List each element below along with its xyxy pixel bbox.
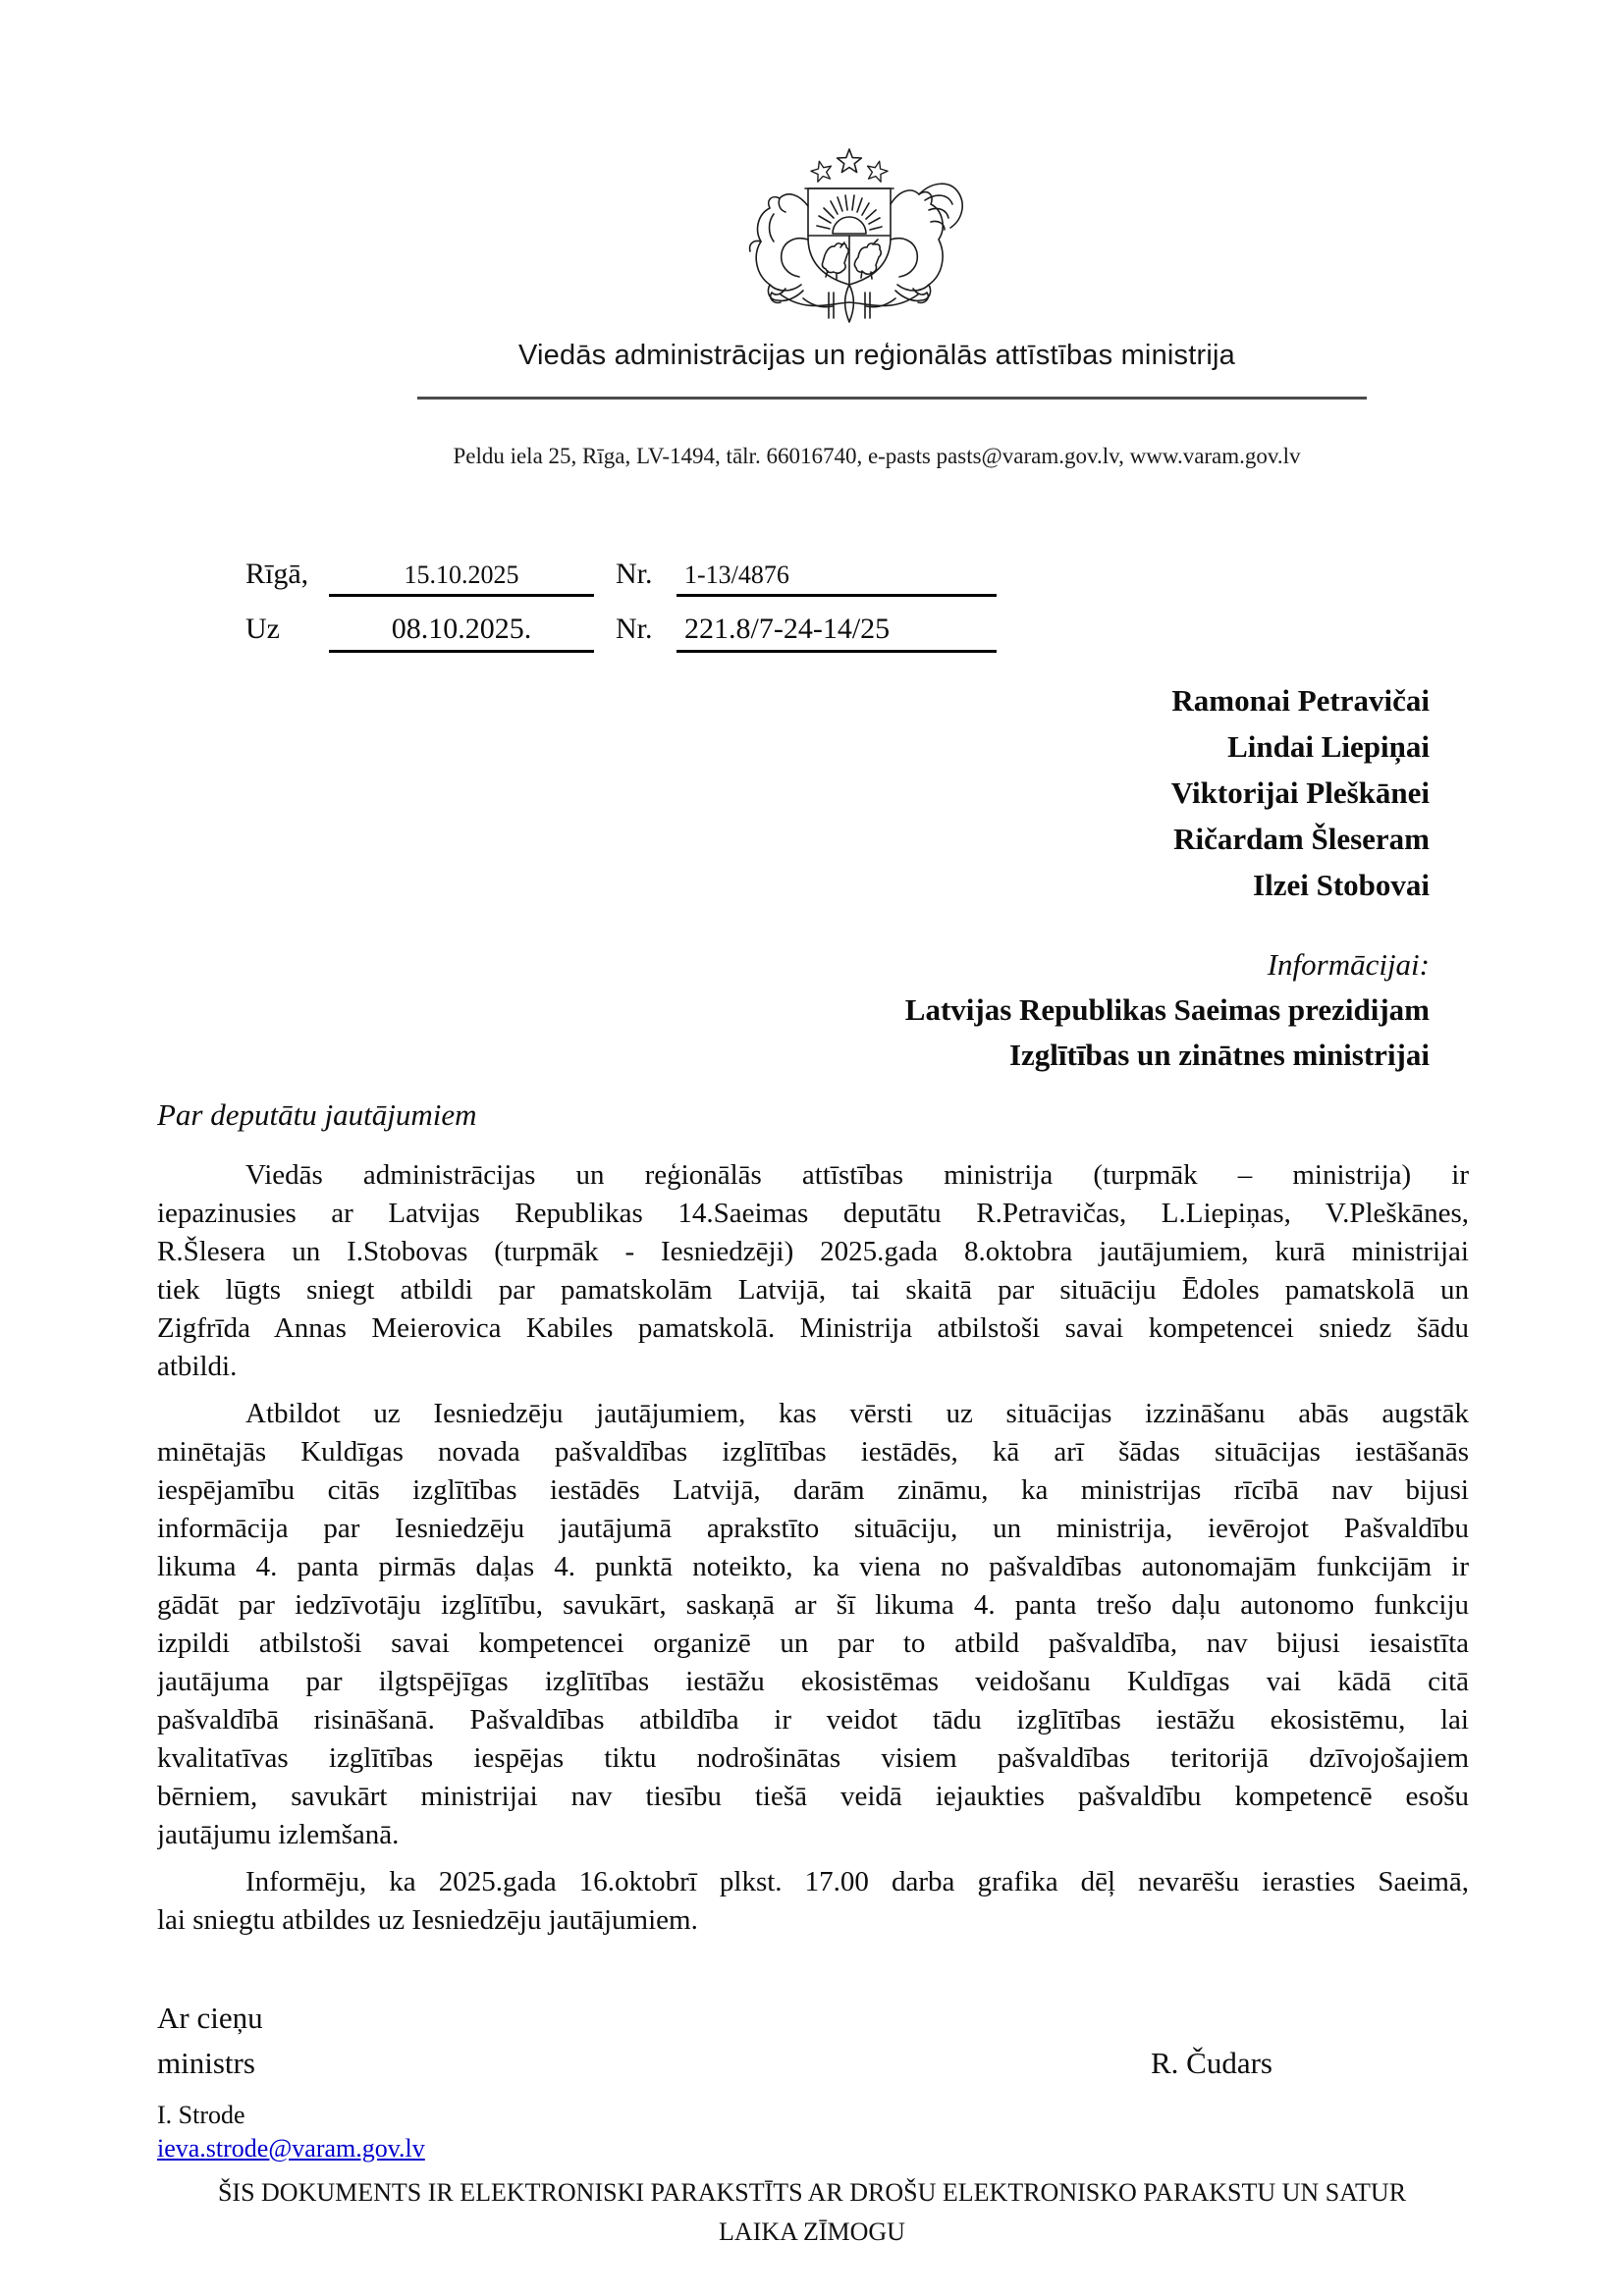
reference-row-date (245, 558, 1011, 597)
esignature-notice-line: LAIKA ZĪMOGU (719, 2217, 905, 2246)
body-line: informācija par Iesniedzēju jautājumā aprakstīto situāciju, un ministrija, ievērojot Pašvaldību (157, 1513, 1469, 1544)
body-line: iespējamību citās izglītības iestādēs Latvijā, darām zināmu, ka ministrijas rīcībā nav bijusi (157, 1474, 1469, 1506)
valediction: Ar cieņu (157, 2001, 263, 2035)
recipient-list (1171, 677, 1430, 908)
body-line: Viedās administrācijas un reģionālās attīstības ministrija (turpmāk – ministrija) ir (245, 1159, 1469, 1191)
body-line: pašvaldībā risināšanā. Pašvaldības atbildība ir veidot tādu izglītības iestāžu ekosistēmu, lai (157, 1704, 1469, 1735)
letter-body (157, 1156, 1469, 1949)
info-recipient-name: Latvijas Republikas Saeimas prezidijam (904, 992, 1430, 1027)
body-paragraph (157, 1156, 1469, 1386)
body-line: jautājumu izlemšanā. (157, 1819, 400, 1850)
body-line: kvalitatīvas izglītības iespējas tiktu nodrošinātas visiem pašvaldības teritorijā dzīvojošajiem (157, 1742, 1469, 1774)
body-line: lai sniegtu atbildes uz Iesniedzēju jautājumiem. (157, 1904, 698, 1936)
signer-name: R. Čudars (1151, 2046, 1272, 2080)
info-recipient-list (905, 988, 1430, 1078)
body-line: iepazinusies ar Latvijas Republikas 14.Saeimas deputātu R.Petravičas, L.Liepiņas, V.Pleškānes, (157, 1198, 1469, 1229)
recipient-name: Ramonai Petravičai (1171, 683, 1430, 718)
body-line: tiek lūgts sniegt atbildi par pamatskolām Latvijā, tai skaitā par situāciju Ēdoles pamatskolā un (157, 1274, 1469, 1306)
body-paragraph (157, 1863, 1469, 1940)
body-line: Zigfrīda Annas Meierovica Kabiles pamatskolā. Ministrija atbilstoši savai kompetencei sniedz šādu (157, 1312, 1469, 1344)
latvia-coat-of-arms-icon (725, 145, 974, 332)
contact-email-link[interactable]: ieva.strode@varam.gov.lv (157, 2134, 425, 2163)
ministry-name: Viedās administrācijas un reģionālās attīstības ministrija (518, 340, 1235, 371)
signer-title: ministrs (157, 2046, 255, 2080)
body-line: R.Šlesera un I.Stobovas (turpmāk - Iesniedzēji) 2025.gada 8.oktobra jautājumiem, kurā ministrijai (157, 1236, 1469, 1267)
nr-label: Nr. (616, 558, 653, 590)
reference-block (245, 558, 1011, 668)
letter-date-field: 15.10.2025 (329, 561, 594, 597)
info-recipient-name: Izglītības un zinātnes ministrijai (1008, 1038, 1430, 1072)
letterhead-divider (417, 397, 1367, 400)
body-line: Atbildot uz Iesniedzēju jautājumiem, kas vērsti uz situācijas izzināšanu abās augstāk (245, 1398, 1469, 1429)
body-line: minētajās Kuldīgas novada pašvaldības izglītības iestādēs, kā arī šādas situācijas iestāšanās (157, 1436, 1469, 1468)
esignature-notice-line: ŠIS DOKUMENTS IR ELEKTRONISKI PARAKSTĪTS AR DROŠU ELEKTRONISKO PARAKSTU UN SATUR (217, 2178, 1407, 2207)
reply-number-field: 221.8/7-24-14/25 (677, 613, 997, 653)
nr-label: Nr. (616, 613, 653, 645)
body-line: jautājuma par ilgtspējīgas izglītības iestāžu ekosistēmas veidošanu Kuldīgas vai kādā citā (157, 1666, 1469, 1697)
recipient-name: Ričardam Šleseram (1173, 822, 1430, 856)
ministry-address: Peldu iela 25, Rīga, LV-1494, tālr. 66016740, e-pasts pasts@varam.gov.lv, www.varam.gov.lv (453, 444, 1301, 468)
signature-row (157, 2046, 1469, 2081)
contact-email (157, 2134, 425, 2163)
body-paragraph (157, 1395, 1469, 1854)
body-line: Informēju, ka 2025.gada 16.oktobrī plkst. 17.00 darba grafika dēļ nevarēšu ierasties Saeimā, (245, 1866, 1469, 1897)
recipient-name: Ilzei Stobovai (1253, 868, 1430, 902)
info-label: Informācijai: (1267, 947, 1430, 982)
recipient-name: Viktorijai Pleškānei (1170, 775, 1430, 810)
esignature-notice (0, 2173, 1624, 2252)
letter-number-field: 1-13/4876 (677, 561, 997, 597)
info-block (905, 942, 1430, 1078)
body-line: bērniem, savukārt ministrijai nav tiesību tiešā veidā iejaukties pašvaldību kompetencē esošu (157, 1781, 1469, 1812)
contact-person: I. Strode (157, 2101, 245, 2129)
body-line: gādāt par iedzīvotāju izglītību, savukārt, saskaņā ar šī likuma 4. panta trešo daļu autonomo funkciju (157, 1589, 1469, 1621)
body-line: likuma 4. panta pirmās daļas 4. punktā noteikto, ka viena no pašvaldības autonomajām funkcijām ir (157, 1551, 1469, 1582)
body-line: izpildi atbilstoši savai kompetencei organizē un par to atbild pašvaldība, nav bijusi iesaistīta (157, 1628, 1469, 1659)
recipient-name: Lindai Liepiņai (1227, 729, 1430, 764)
reply-date-field: 08.10.2025. (329, 613, 594, 653)
place-label: Rīgā, (245, 558, 309, 590)
latvia-coat-of-arms (725, 145, 974, 332)
body-line: atbildi. (157, 1351, 238, 1382)
uz-label: Uz (245, 613, 280, 645)
reference-row-reply (245, 613, 1011, 653)
subject-line: Par deputātu jautājumiem (157, 1097, 477, 1132)
